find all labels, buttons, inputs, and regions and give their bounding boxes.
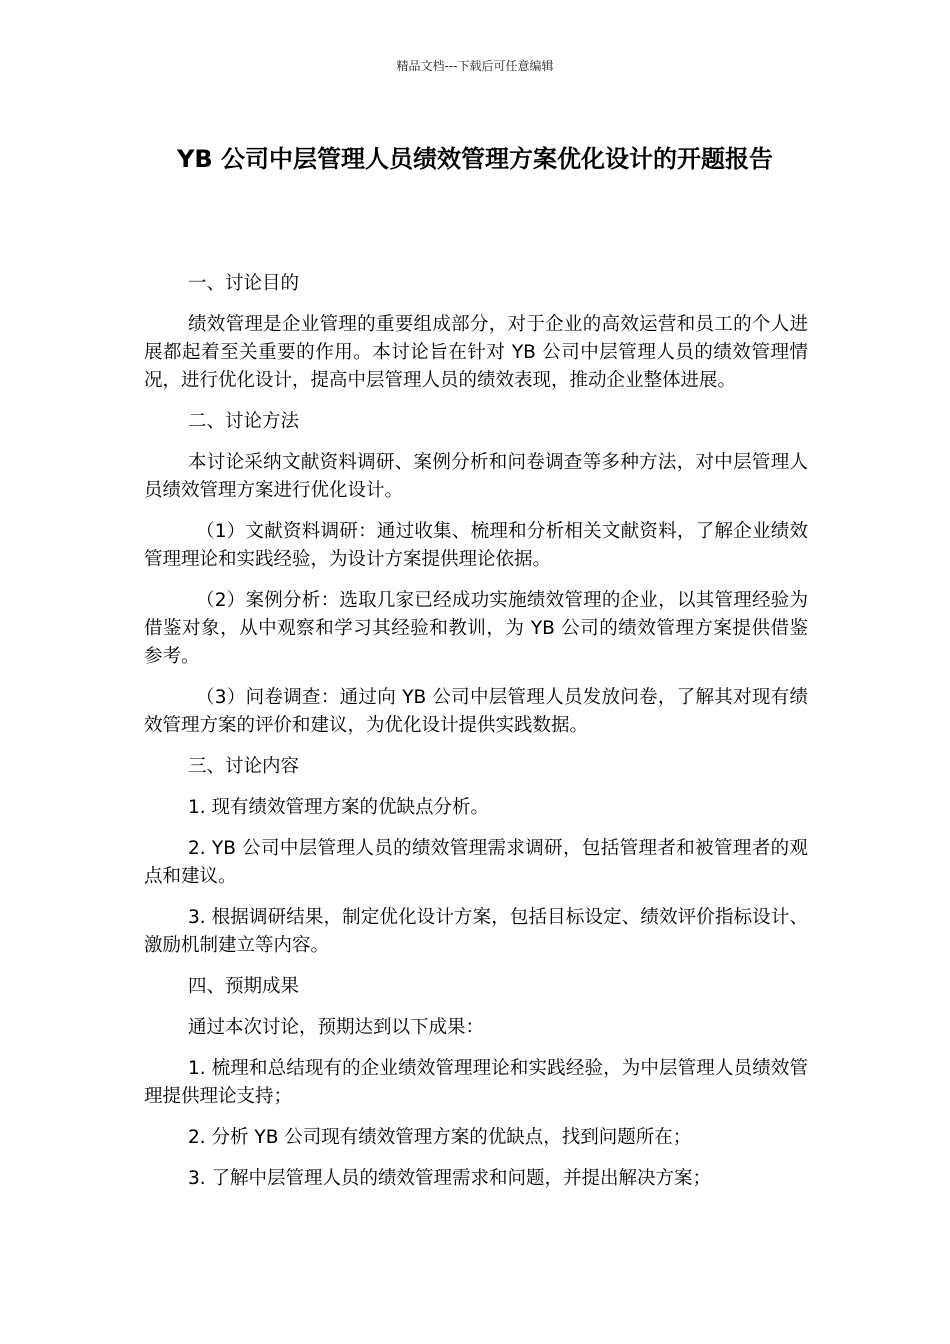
document-title: YB 公司中层管理人员绩效管理方案优化设计的开题报告 xyxy=(176,145,774,173)
section-heading-expected-results: 四、预期成果 xyxy=(188,976,300,997)
method-item-case-study: （2）案例分析：选取几家已经成功实施绩效管理的企业，以其管理经验为借鉴对象，从中观察和学习其经验和教训，为 YB 公司的绩效管理方案提供借鉴参考。 xyxy=(144,590,808,667)
method-item-literature: （1）文献资料调研：通过收集、梳理和分析相关文献资料，了解企业绩效管理理论和实践经验，为设计方案提供理论依据。 xyxy=(144,521,808,570)
result-item: 3. 了解中层管理人员的绩效管理需求和问题，并提出解决方案； xyxy=(188,1168,712,1189)
document-body xyxy=(144,270,808,1206)
result-item: 1. 梳理和总结现有的企业绩效管理理论和实践经验，为中层管理人员绩效管理提供理论支持； xyxy=(144,1058,808,1107)
paragraph: 通过本次讨论，预期达到以下成果： xyxy=(188,1017,485,1038)
method-item-survey: （3）问卷调查：通过向 YB 公司中层管理人员发放问卷，了解其对现有绩效管理方案的评价和建议，为优化设计提供实践数据。 xyxy=(144,687,808,736)
paragraph: 绩效管理是企业管理的重要组成部分，对于企业的高效运营和员工的个人进展都起着至关重要的作用。本讨论旨在针对 YB 公司中层管理人员的绩效管理情况，进行优化设计，提高中层管理人员的绩效表现，推动企业整体进展。 xyxy=(144,314,808,391)
content-item: 2. YB 公司中层管理人员的绩效管理需求调研，包括管理者和被管理者的观点和建议。 xyxy=(144,838,808,887)
result-item: 2. 分析 YB 公司现有绩效管理方案的优缺点，找到问题所在； xyxy=(188,1127,692,1148)
section-heading-content: 三、讨论内容 xyxy=(188,756,300,777)
page-header: 精品文档---下载后可任意编辑 xyxy=(396,59,554,73)
content-item: 3. 根据调研结果，制定优化设计方案，包括目标设定、绩效评价指标设计、激励机制建立等内容。 xyxy=(144,907,808,956)
content-item: 1. 现有绩效管理方案的优缺点分析。 xyxy=(188,797,490,818)
section-heading-method: 二、讨论方法 xyxy=(188,411,300,432)
section-heading-purpose: 一、讨论目的 xyxy=(188,273,300,294)
paragraph: 本讨论采纳文献资料调研、案例分析和问卷调查等多种方法，对中层管理人员绩效管理方案进行优化设计。 xyxy=(144,452,808,501)
